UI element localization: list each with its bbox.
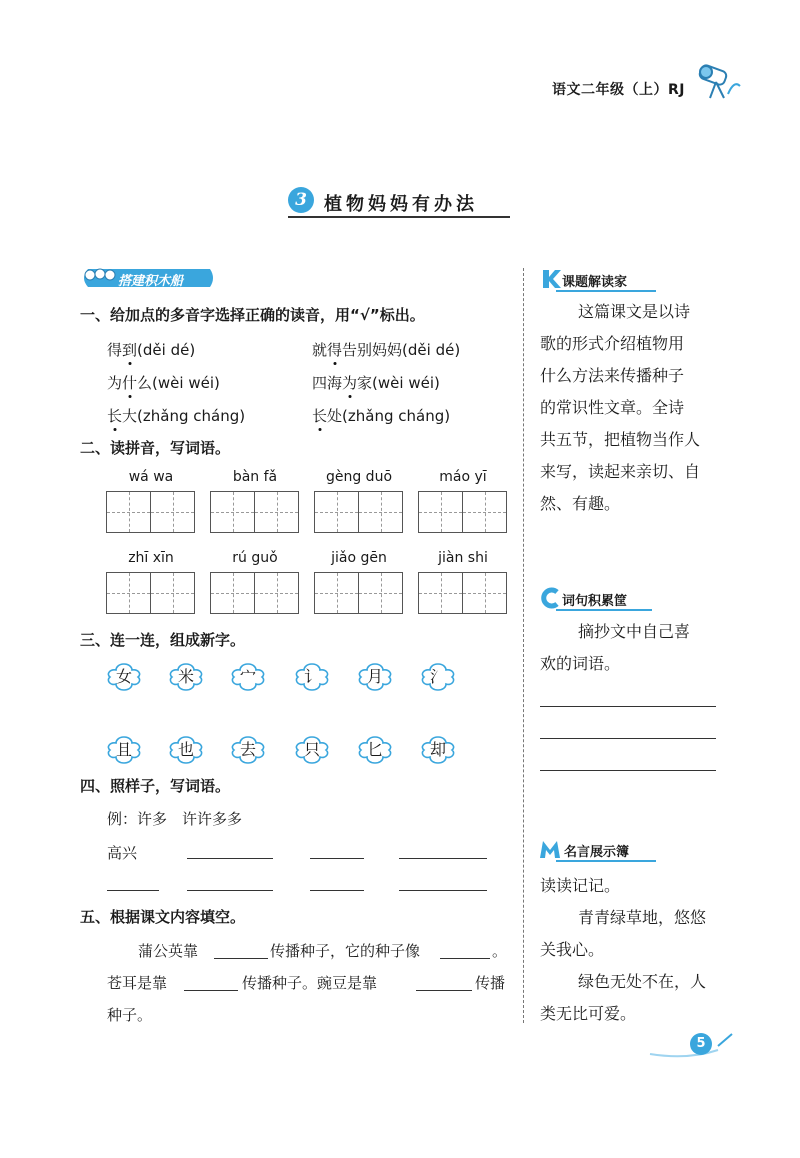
pinyin-6: rú guǒ — [232, 550, 278, 566]
sidebar-section-1-text — [540, 296, 720, 520]
sidebar-section-2-title: 词句积累筐 — [562, 594, 628, 609]
q1-title: 一、给加点的多音字选择正确的读音，用“√”标出。 — [80, 306, 425, 324]
answer-blank[interactable] — [399, 890, 487, 891]
text-line: 来写，读起来亲切、自 — [540, 462, 701, 481]
component-flower[interactable] — [166, 735, 206, 765]
text-line: 读读记记。 — [540, 876, 621, 895]
pinyin-3: gèng duō — [325, 469, 393, 485]
writing-grid[interactable] — [210, 572, 299, 614]
text-line: 什么方法来传播种子 — [540, 366, 685, 385]
component-text: 且 — [115, 740, 132, 759]
sidebar-underline — [556, 860, 656, 862]
text-line: 欢的词语。 — [540, 654, 621, 673]
radical-text: 宀 — [239, 667, 256, 686]
component-flower[interactable] — [418, 735, 458, 765]
q1-item-1: 得到(děi dé) — [107, 341, 196, 359]
sidebar-section-3-title: 名言展示簿 — [564, 845, 630, 860]
component-text: 却 — [429, 740, 446, 759]
q2-title: 二、读拼音，写词语。 — [80, 439, 231, 457]
q5-line2b: 传播种子。豌豆是靠 — [242, 974, 378, 992]
q1-item-2: 就得告别妈妈(děi dé) — [312, 341, 461, 359]
q5-line1c: 。 — [492, 942, 508, 960]
component-text: 去 — [239, 740, 256, 759]
radical-text: 讠 — [303, 667, 320, 686]
q5-line3: 种子。 — [107, 1006, 153, 1024]
answer-blank[interactable] — [107, 890, 159, 891]
component-text: 匕 — [366, 740, 383, 759]
radical-text: 女 — [115, 667, 132, 686]
writing-grid[interactable] — [418, 491, 507, 533]
component-flower[interactable] — [228, 735, 268, 765]
radical-text: 月 — [366, 667, 383, 686]
sidebar-section-2-text — [540, 616, 720, 680]
writing-grid[interactable] — [210, 491, 299, 533]
answer-blank[interactable] — [416, 990, 472, 991]
text-line: 绿色无处不在，人 — [578, 972, 707, 991]
q4-title: 四、照样子，写词语。 — [80, 777, 231, 795]
pinyin-4: máo yī — [439, 469, 487, 485]
radical-flower[interactable] — [292, 662, 332, 692]
text-line: 摘抄文中自己喜 — [578, 622, 691, 641]
component-flower[interactable] — [355, 735, 395, 765]
notes-line[interactable] — [540, 770, 716, 771]
book-header: 语文二年级（上）RJ — [552, 82, 685, 98]
notes-line[interactable] — [540, 738, 716, 739]
pinyin-1: wá wa — [128, 469, 174, 485]
lesson-number-badge: 3 — [288, 187, 314, 213]
answer-blank[interactable] — [184, 990, 238, 991]
q4-example: 例：许多 许许多多 — [107, 810, 243, 828]
pinyin-2: bàn fǎ — [232, 469, 278, 485]
text-line: 共五节，把植物当作人 — [540, 430, 701, 449]
answer-blank[interactable] — [187, 858, 273, 859]
radical-text: 氵 — [429, 667, 446, 686]
q1-item-4: 四海为家(wèi wéi) — [312, 374, 440, 392]
q3-title: 三、连一连，组成新字。 — [80, 631, 246, 649]
writing-grid[interactable] — [314, 572, 403, 614]
writing-grid[interactable] — [106, 491, 195, 533]
pinyin-8: jiàn shi — [438, 550, 488, 566]
q5-line1a: 蒲公英靠 — [138, 942, 199, 960]
answer-blank[interactable] — [214, 958, 268, 959]
notes-line[interactable] — [540, 706, 716, 707]
pinyin-5: zhī xīn — [128, 550, 174, 566]
sidebar-underline — [556, 290, 656, 292]
sidebar-section-3-text — [540, 870, 720, 1030]
text-line: 类无比可爱。 — [540, 1004, 637, 1023]
q5-line2c: 传播 — [475, 974, 506, 992]
telescope-logo-icon — [694, 60, 744, 102]
q5-title: 五、根据课文内容填空。 — [80, 908, 246, 926]
text-line: 关我心。 — [540, 940, 605, 959]
answer-blank[interactable] — [310, 890, 364, 891]
radical-flower[interactable] — [418, 662, 458, 692]
page-number: 5 — [690, 1033, 712, 1055]
radical-flower[interactable] — [104, 662, 144, 692]
q5-line1b: 传播种子，它的种子像 — [270, 942, 421, 960]
answer-blank[interactable] — [440, 958, 490, 959]
text-line: 的常识性文章。全诗 — [540, 398, 685, 417]
component-text: 也 — [177, 740, 194, 759]
component-flower[interactable] — [292, 735, 332, 765]
component-text: 只 — [303, 740, 320, 759]
component-flower[interactable] — [104, 735, 144, 765]
text-line: 然、有趣。 — [540, 494, 621, 513]
radical-flower[interactable] — [355, 662, 395, 692]
q1-item-5: 长大(zhǎng cháng) — [107, 407, 246, 425]
m-label-icon — [538, 838, 562, 860]
writing-grid[interactable] — [418, 572, 507, 614]
q5-line2a: 苍耳是靠 — [107, 974, 168, 992]
radical-flower[interactable] — [166, 662, 206, 692]
q4-word: 高兴 — [107, 844, 138, 862]
answer-blank[interactable] — [187, 890, 273, 891]
column-divider — [523, 268, 524, 1023]
section-label: 搭建积木船 — [118, 274, 184, 289]
q1-item-3: 为什么(wèi wéi) — [107, 374, 220, 392]
answer-blank[interactable] — [399, 858, 487, 859]
text-line: 这篇课文是以诗 — [578, 302, 691, 321]
q1-item-6: 长处(zhǎng cháng) — [312, 407, 451, 425]
k-label-icon — [540, 268, 562, 290]
writing-grid[interactable] — [314, 491, 403, 533]
sidebar-underline — [556, 609, 652, 611]
answer-blank[interactable] — [310, 858, 364, 859]
writing-grid[interactable] — [106, 572, 195, 614]
radical-flower[interactable] — [228, 662, 268, 692]
title-underline — [288, 216, 510, 218]
lesson-title: 植物妈妈有办法 — [324, 194, 478, 215]
text-line: 歌的形式介绍植物用 — [540, 334, 685, 353]
text-line: 青青绿草地，悠悠 — [578, 908, 707, 927]
radical-text: 米 — [177, 667, 194, 686]
pinyin-7: jiǎo gēn — [331, 550, 387, 566]
c-label-icon — [540, 587, 560, 609]
sidebar-section-1-title: 课题解读家 — [562, 275, 628, 290]
